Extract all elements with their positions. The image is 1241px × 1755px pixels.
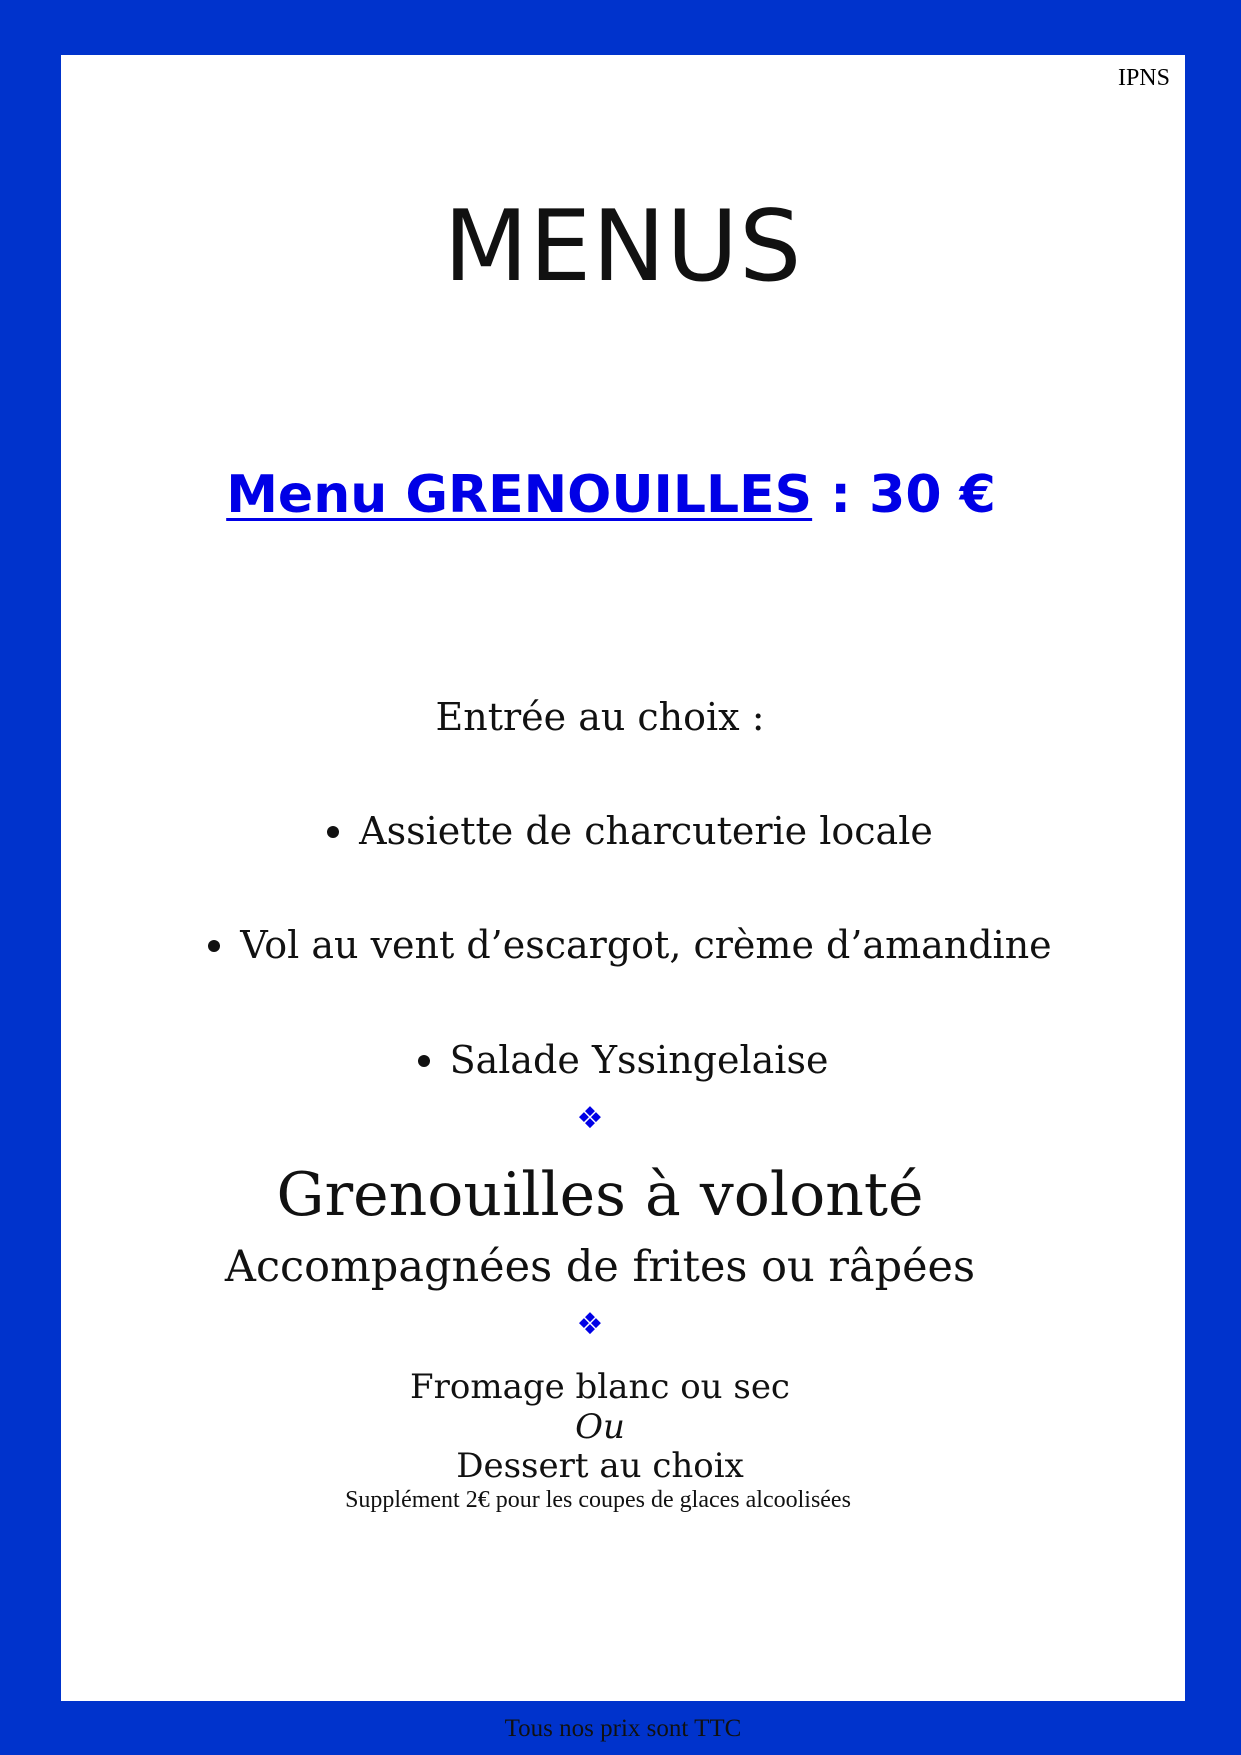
bullet-icon xyxy=(327,826,339,838)
bullet-icon xyxy=(208,940,220,952)
list-item xyxy=(61,923,1199,967)
main-dish: Grenouilles à volonté xyxy=(276,1160,924,1230)
list-item-text: Salade Yssingelaise xyxy=(449,1038,829,1082)
bullet-icon xyxy=(418,1055,430,1067)
page-title: MENUS xyxy=(443,190,803,304)
menu-page xyxy=(61,55,1185,1742)
entree-label: Entrée au choix : xyxy=(435,695,765,739)
or-label: Ou xyxy=(575,1407,625,1447)
list-item xyxy=(61,1038,1185,1082)
diamond-separator-icon: ❖ xyxy=(576,1307,604,1342)
list-item-text: Assiette de charcuterie locale xyxy=(359,809,933,853)
cheese-option: Fromage blanc ou sec xyxy=(410,1367,790,1407)
ipns-label: IPNS xyxy=(1117,65,1170,91)
list-item-text: Vol au vent d’escargot, crème d’amandine xyxy=(240,923,1052,967)
menu-price: : 30 € xyxy=(812,465,996,525)
menu-name: Menu GRENOUILLES xyxy=(226,465,813,525)
dessert-option: Dessert au choix xyxy=(456,1446,744,1486)
menu-heading xyxy=(211,465,1011,525)
list-item xyxy=(61,809,1199,853)
diamond-separator-icon: ❖ xyxy=(576,1101,604,1136)
main-dish-side: Accompagnées de frites ou râpées xyxy=(224,1242,976,1292)
supplement-note: Supplément 2€ pour les coupes de glaces alcoolisées xyxy=(345,1487,851,1513)
footer-note: Tous nos prix sont TTC xyxy=(504,1715,742,1742)
